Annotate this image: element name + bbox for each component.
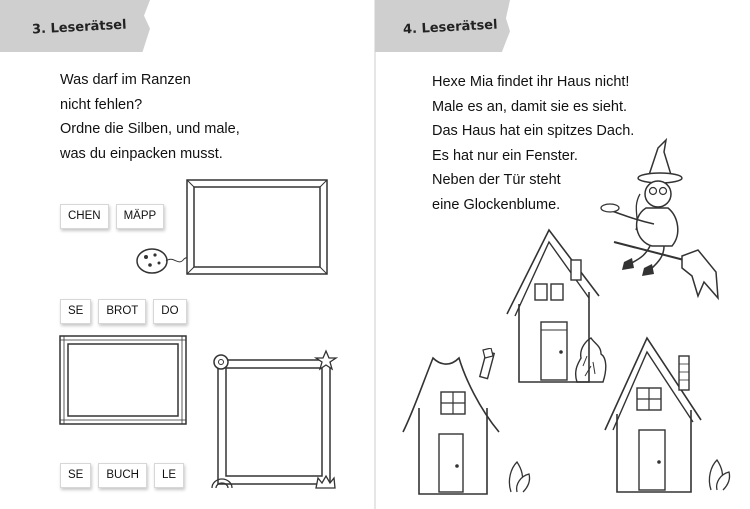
left-instructions: [60, 68, 240, 166]
left-header-title: 3. Leserätsel: [31, 17, 127, 38]
left-line-2: nicht fehlen?: [60, 96, 143, 113]
house-icon: [399, 348, 504, 498]
right-page: [375, 0, 750, 509]
right-line-3: Das Haus hat ein spitzes Dach.: [432, 123, 635, 139]
syllable-card[interactable]: DO: [153, 299, 186, 324]
right-header-title: 4. Leserätsel: [402, 17, 498, 38]
right-line-2: Male es an, damit sie es sieht.: [432, 98, 628, 115]
syllable-card[interactable]: SE: [60, 463, 91, 488]
drawing-frame-2[interactable]: [58, 334, 188, 426]
flower-button-icon: [214, 355, 228, 369]
right-line-4: Es hat nur ein Fenster.: [432, 147, 578, 164]
bell-flower-icon: [703, 452, 733, 492]
bell-flower-icon: [503, 454, 533, 494]
syllable-card[interactable]: BROT: [98, 299, 146, 324]
syllable-group-2: [60, 299, 187, 324]
right-line-5: Neben der Tür steht: [432, 172, 561, 188]
left-line-3: Ordne die Silben, und male,: [60, 121, 240, 137]
left-line-4: was du einpacken musst.: [60, 145, 223, 162]
drawing-frame-1[interactable]: [130, 175, 330, 280]
syllable-group-3: [60, 463, 184, 488]
right-line-1: Hexe Mia findet ihr Haus nicht!: [432, 74, 630, 90]
syllable-card[interactable]: CHEN: [60, 204, 109, 229]
syllable-card[interactable]: MÄPP: [116, 204, 165, 229]
witch-on-broom-icon: [600, 138, 725, 303]
house-icon: [601, 334, 706, 496]
picture-frame-shape: [187, 180, 327, 274]
syllable-card[interactable]: BUCH: [98, 463, 147, 488]
syllable-card[interactable]: SE: [60, 299, 91, 324]
drawing-frame-3[interactable]: [208, 348, 338, 494]
left-line-1: Was darf im Ranzen: [60, 72, 191, 88]
syllable-card[interactable]: LE: [154, 463, 184, 488]
right-line-6: eine Glockenblume.: [432, 196, 561, 213]
house-icon: [505, 226, 603, 386]
